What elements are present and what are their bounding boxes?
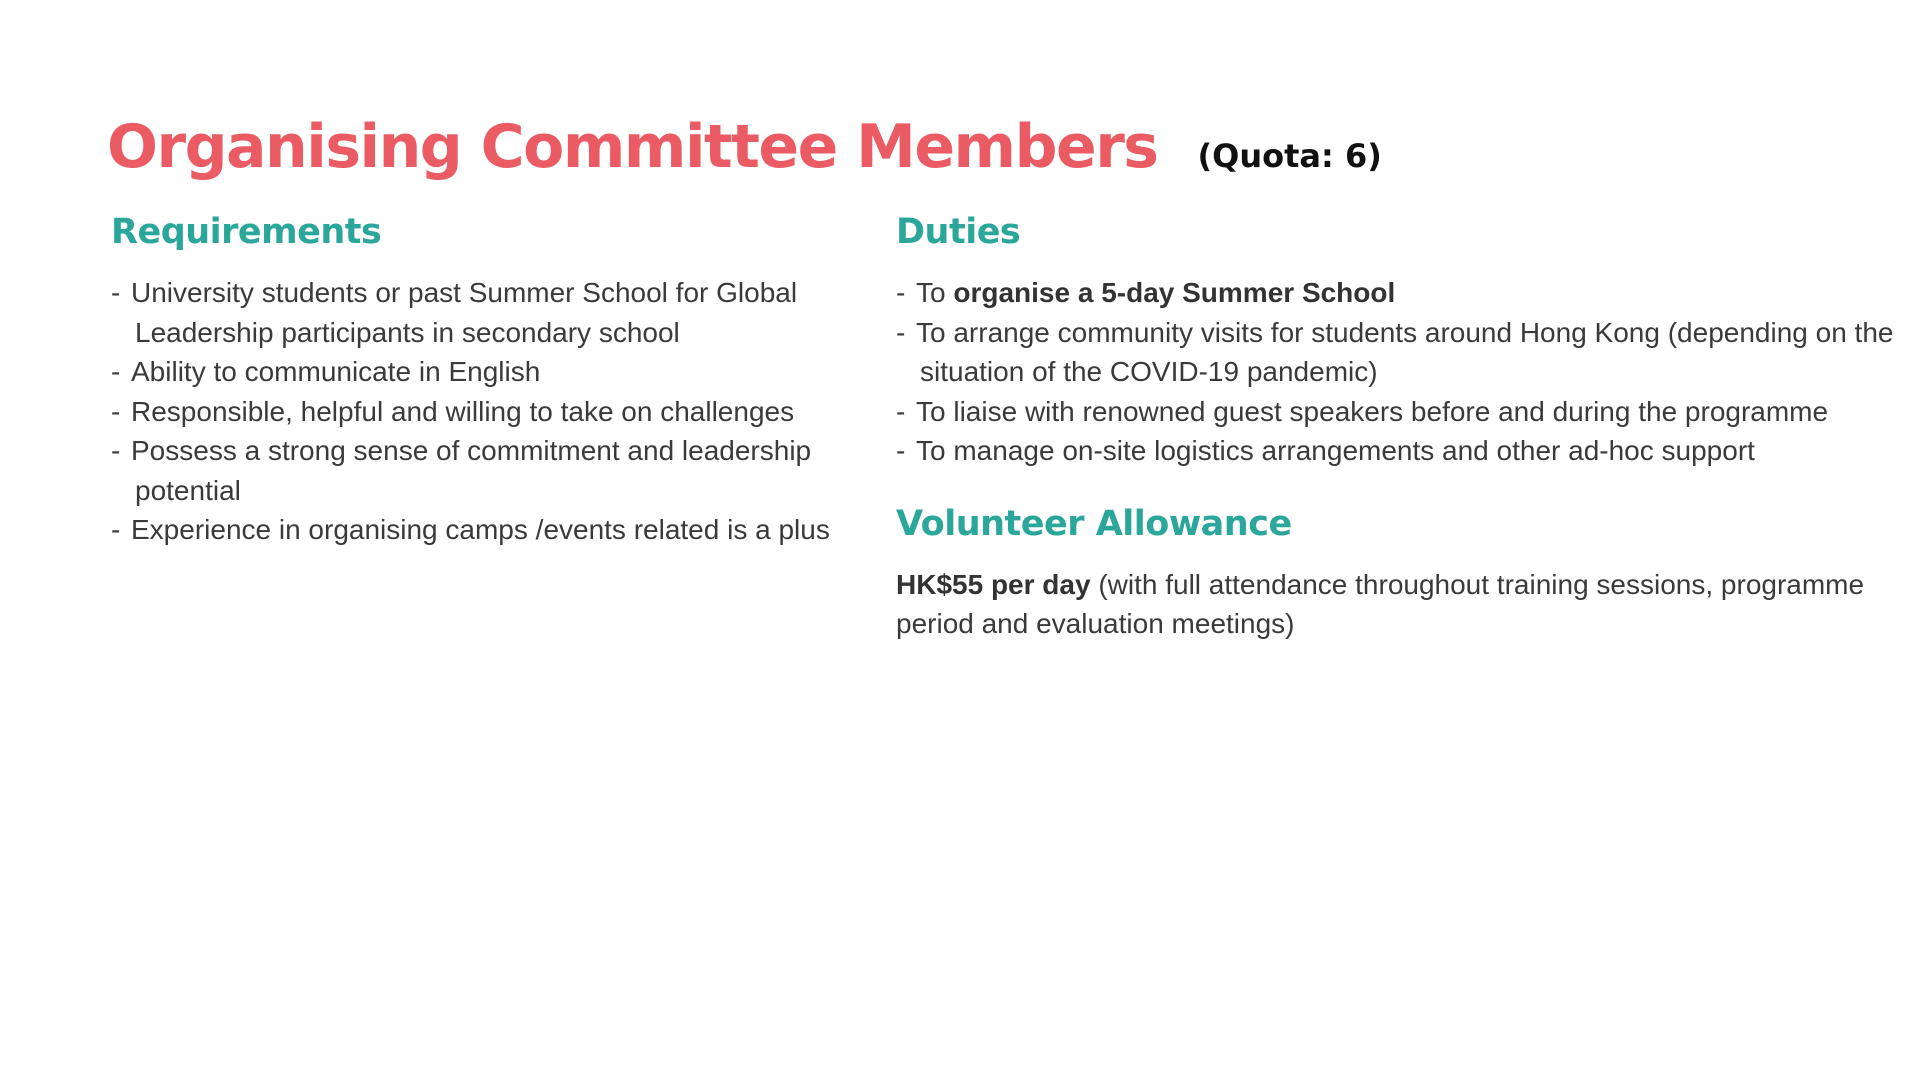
duties-section bbox=[896, 207, 1896, 644]
requirement-item: - Responsible, helpful and willing to take on challenges bbox=[111, 395, 795, 427]
duty-item: - To organise a 5-day Summer School bbox=[896, 277, 1396, 308]
requirement-text: Ability to communicate in English bbox=[131, 356, 541, 387]
requirement-item: - Possess a strong sense of commitment and leadership potential bbox=[111, 435, 812, 506]
requirement-item: - Experience in organising camps /events related is a plus bbox=[111, 514, 830, 545]
duty-item: - To manage on-site logistics arrangements and other ad-hoc support bbox=[896, 435, 1755, 466]
requirement-item: - Ability to communicate in English bbox=[111, 356, 541, 387]
duty-text: To bbox=[916, 277, 954, 308]
requirement-text: University students or past Summer School for Global Leadership participants in secondary school bbox=[131, 277, 798, 348]
title-row bbox=[107, 112, 1382, 182]
quota-label: (Quota: 6) bbox=[1197, 137, 1382, 175]
duty-item: - To arrange community visits for students around Hong Kong (depending on the situation of the COVID-19 pandemic) bbox=[896, 316, 1894, 387]
duty-text: To liaise with renowned guest speakers before and during the programme bbox=[916, 395, 1829, 427]
requirement-text: Responsible, helpful and willing to take on challenges bbox=[131, 395, 795, 427]
allowance-amount: HK$55 per day bbox=[896, 568, 1091, 600]
allowance-detail: (with full attendance throughout training sessions, programme period and evaluation meetings) bbox=[896, 568, 1865, 639]
duty-text: To manage on-site logistics arrangements and other ad-hoc support bbox=[916, 435, 1755, 466]
page-title: Organising Committee Members bbox=[107, 112, 1158, 182]
duty-text: To arrange community visits for students around Hong Kong (depending on the situation of the COVID-19 pandemic) bbox=[916, 316, 1894, 387]
duty-item: - To liaise with renowned guest speakers before and during the programme bbox=[896, 395, 1829, 427]
duties-list bbox=[896, 273, 1896, 471]
allowance-text bbox=[896, 565, 1896, 644]
duty-highlight: organise a 5-day Summer School bbox=[953, 277, 1396, 308]
allowance-heading: Volunteer Allowance bbox=[896, 503, 1292, 544]
requirement-item: - University students or past Summer School for Global Leadership participants in secondary school bbox=[111, 277, 798, 348]
requirement-text: Possess a strong sense of commitment and leadership potential bbox=[131, 435, 812, 506]
requirement-text: Experience in organising camps /events related is a plus bbox=[131, 514, 830, 545]
requirements-list bbox=[111, 273, 851, 550]
requirements-heading: Requirements bbox=[111, 212, 382, 252]
duties-heading: Duties bbox=[896, 212, 1021, 252]
requirements-section bbox=[111, 207, 851, 550]
